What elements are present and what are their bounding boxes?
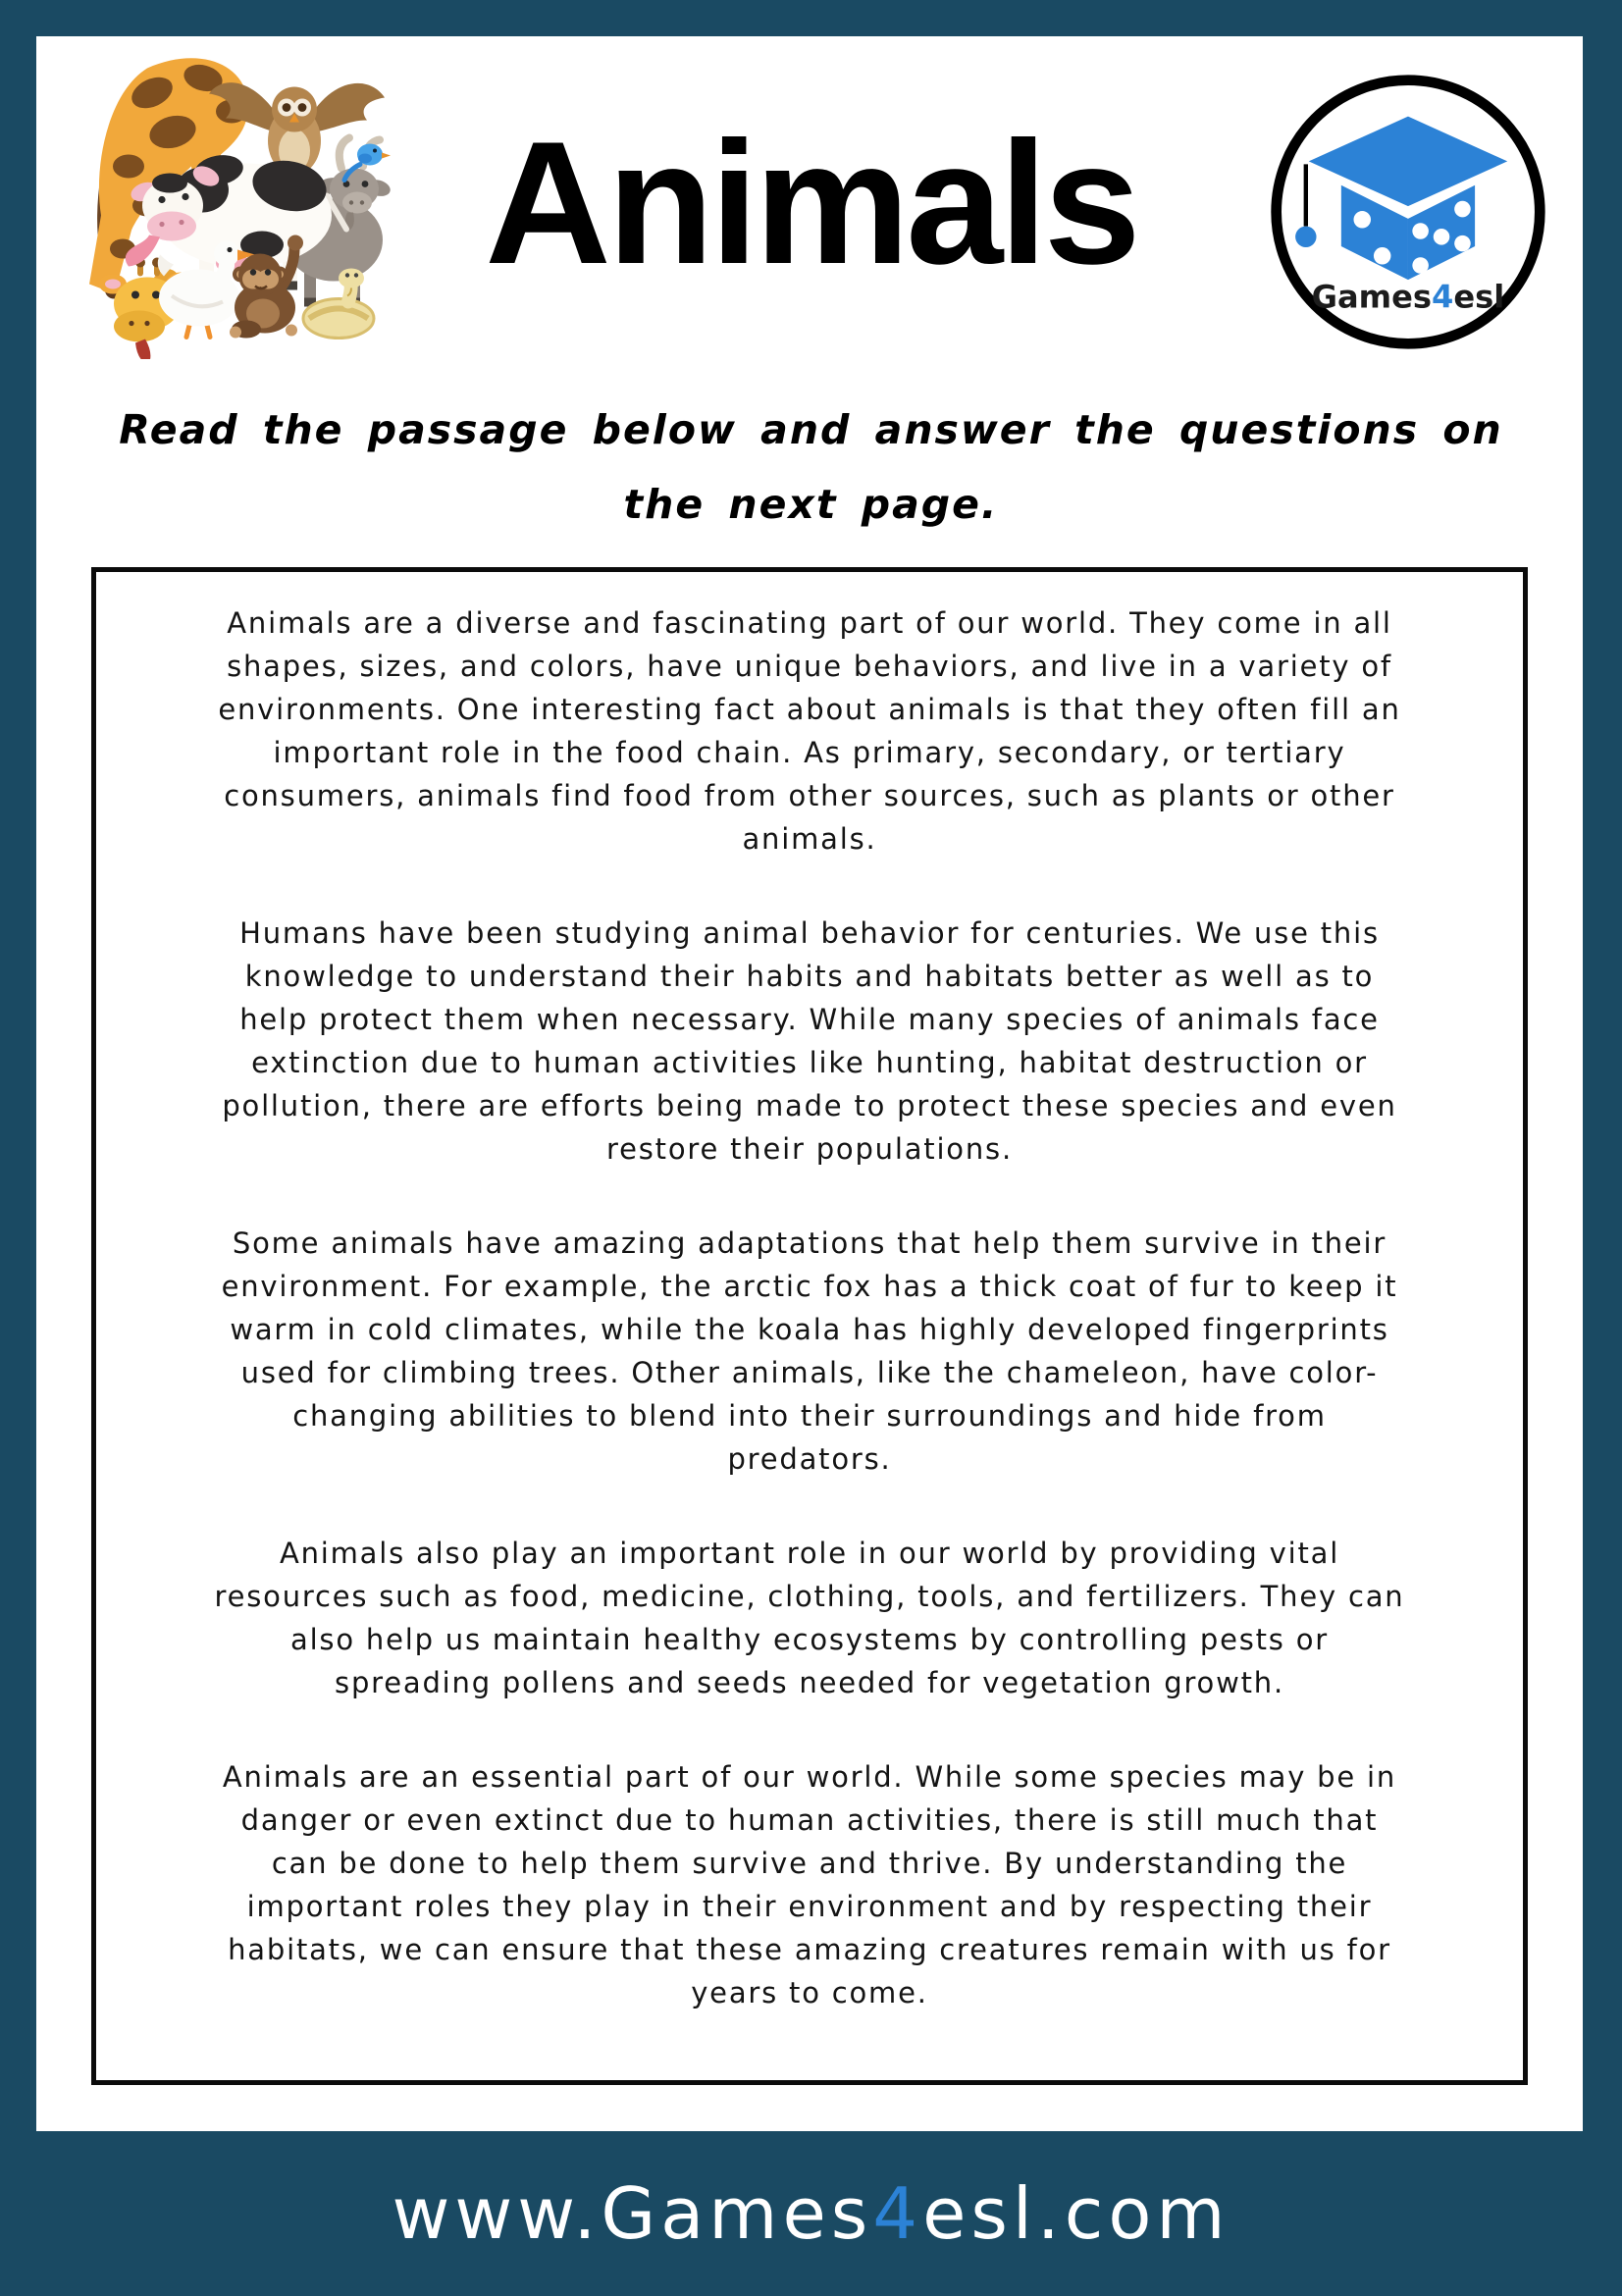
passage-line: extinction due to human activities like hunting, habitat destruction or — [251, 1046, 1368, 1079]
passage-line: help protect them when necessary. While many species of animals face — [239, 1003, 1380, 1036]
passage-line: predators. — [727, 1442, 892, 1476]
passage-line: resources such as food, medicine, clothing, tools, and fertilizers. They can — [214, 1580, 1405, 1613]
passage-line: changing abilities to blend into their surroundings and hide from — [292, 1399, 1327, 1433]
passage-line: environment. For example, the arctic fox has a thick coat of fur to keep it — [221, 1270, 1398, 1303]
passage-line: Animals are a diverse and fascinating part of our world. They come in all — [227, 606, 1392, 640]
passage-line: used for climbing trees. Other animals, like the chameleon, have color- — [240, 1356, 1379, 1389]
footer-url-prefix: www.Games — [392, 2172, 873, 2255]
passage-line: also help us maintain healthy ecosystems by controlling pests or — [290, 1623, 1329, 1656]
passage-line: years to come. — [691, 1976, 928, 2009]
footer-website-link[interactable] — [392, 2172, 1230, 2255]
footer-url-suffix: esl.com — [922, 2172, 1230, 2255]
passage-line: Humans have been studying animal behavior for centuries. We use this — [239, 916, 1380, 950]
passage-paragraph — [126, 1222, 1493, 1481]
passage-paragraph — [126, 912, 1493, 1171]
logo-wordmark: Games4esl — [1311, 278, 1505, 316]
passage-paragraph — [126, 1755, 1493, 2014]
passage-line: can be done to help them survive and thrive. By understanding the — [271, 1847, 1348, 1880]
footer-url-accent-digit: 4 — [872, 2172, 923, 2255]
passage-line: shapes, sizes, and colors, have unique behaviors, and live in a variety of — [227, 650, 1392, 683]
instruction-line-1: Read the passage below and answer the questions on — [119, 406, 1503, 453]
passage-line: Animals are an essential part of our world. While some species may be in — [222, 1760, 1397, 1794]
passage-line: knowledge to understand their habits and habitats better as well as to — [244, 960, 1375, 993]
passage-line: habitats, we can ensure that these amazing creatures remain with us for — [228, 1933, 1391, 1966]
passage-box — [91, 567, 1528, 2085]
passage-line: warm in cold climates, while the koala has highly developed fingerprints — [230, 1313, 1389, 1346]
passage-line: pollution, there are efforts being made to protect these species and even — [222, 1089, 1397, 1122]
passage-text — [126, 601, 1493, 2014]
passage-paragraph — [126, 1532, 1493, 1704]
passage-line: important roles they play in their environment and by respecting their — [246, 1890, 1373, 1923]
passage-line: spreading pollens and seeds needed for vegetation growth. — [335, 1666, 1284, 1699]
passage-paragraph — [126, 601, 1493, 861]
games4esl-logo — [1264, 69, 1550, 355]
passage-line: animals. — [742, 822, 877, 856]
passage-line: important role in the food chain. As primary, secondary, or tertiary — [273, 736, 1346, 769]
passage-line: Animals also play an important role in our world by providing vital — [279, 1537, 1340, 1570]
instruction-text — [0, 392, 1622, 542]
instruction-line-2: the next page. — [623, 481, 999, 528]
page-title: Animals — [485, 105, 1137, 300]
passage-line: environments. One interesting fact about animals is that they often fill an — [218, 693, 1401, 726]
footer-bar — [0, 2131, 1622, 2296]
passage-line: danger or even extinct due to human activities, there is still much that — [240, 1803, 1379, 1837]
passage-line: Some animals have amazing adaptations that help them survive in their — [232, 1226, 1387, 1260]
passage-line: consumers, animals find food from other sources, such as plants or other — [224, 779, 1395, 812]
passage-line: restore their populations. — [606, 1132, 1013, 1166]
